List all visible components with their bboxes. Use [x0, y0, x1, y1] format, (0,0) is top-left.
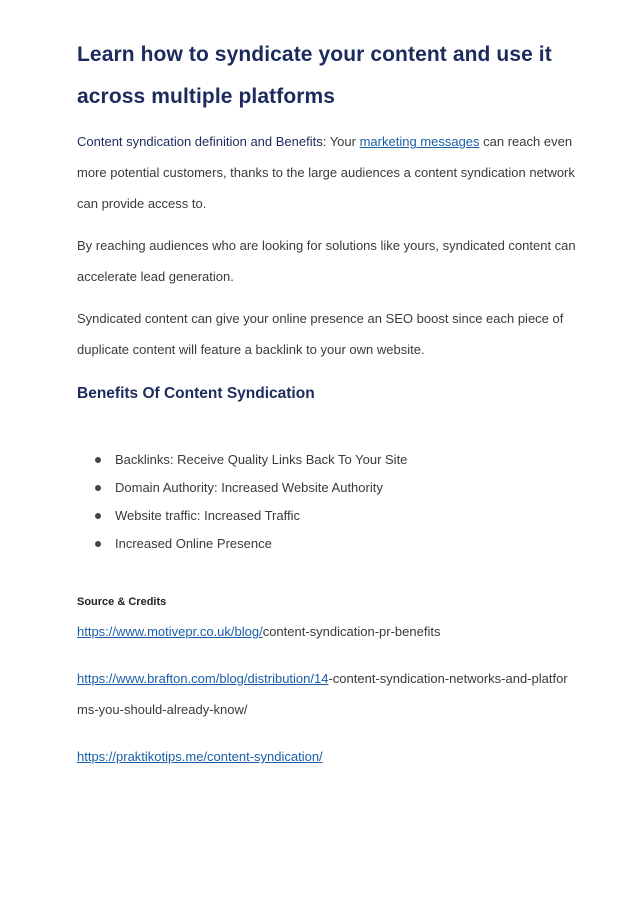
intro-rest: can reach even more potential customers, thanks to the large audiences a content syndication network can provide access to.	[77, 134, 575, 211]
list-item	[89, 502, 577, 530]
list-item	[89, 530, 577, 558]
benefits-heading: Benefits Of Content Syndication	[77, 385, 315, 402]
intro-term: Content syndication definition and Benefits	[77, 134, 323, 149]
bullet-icon	[95, 457, 101, 463]
list-item-label: Website traffic: Increased Traffic	[115, 508, 300, 523]
list-item	[89, 446, 577, 474]
list-item-label: Domain Authority: Increased Website Authority	[115, 480, 383, 495]
bullet-icon	[95, 513, 101, 519]
bullet-icon	[95, 541, 101, 547]
source-item-praktikotips	[77, 741, 577, 772]
document-page	[77, 34, 577, 772]
intro-separator: : Your	[322, 134, 360, 149]
intro-paragraph	[77, 126, 577, 219]
source-link-praktikotips[interactable]: https://praktikotips.me/content-syndication/	[77, 749, 323, 764]
source-link-brafton[interactable]: https://www.brafton.com/blog/distribution/14	[77, 671, 329, 686]
source-item-brafton	[77, 663, 577, 725]
list-item	[89, 474, 577, 502]
source-link-motivepr[interactable]: https://www.motivepr.co.uk/blog/	[77, 624, 263, 639]
marketing-messages-link[interactable]: marketing messages	[359, 134, 480, 149]
list-item-label: Increased Online Presence	[115, 536, 272, 551]
source-rest: content-syndication-pr-benefits	[262, 624, 441, 639]
list-item-label: Backlinks: Receive Quality Links Back To Your Site	[115, 452, 408, 467]
source-item-motivepr	[77, 616, 577, 647]
paragraph-seo-boost: Syndicated content can give your online presence an SEO boost since each piece of duplicate content will feature a backlink to your own website.	[77, 311, 564, 357]
paragraph-lead-generation: By reaching audiences who are looking for solutions like yours, syndicated content can accelerate lead generation.	[77, 238, 576, 284]
benefits-list	[77, 446, 577, 558]
bullet-icon	[95, 485, 101, 491]
page-title: Learn how to syndicate your content and use it across multiple platforms	[77, 43, 552, 108]
source-rest: -content-syndication-networks-and-platforms-you-should-already-know/	[77, 671, 568, 717]
sources-heading: Source & Credits	[77, 596, 167, 608]
